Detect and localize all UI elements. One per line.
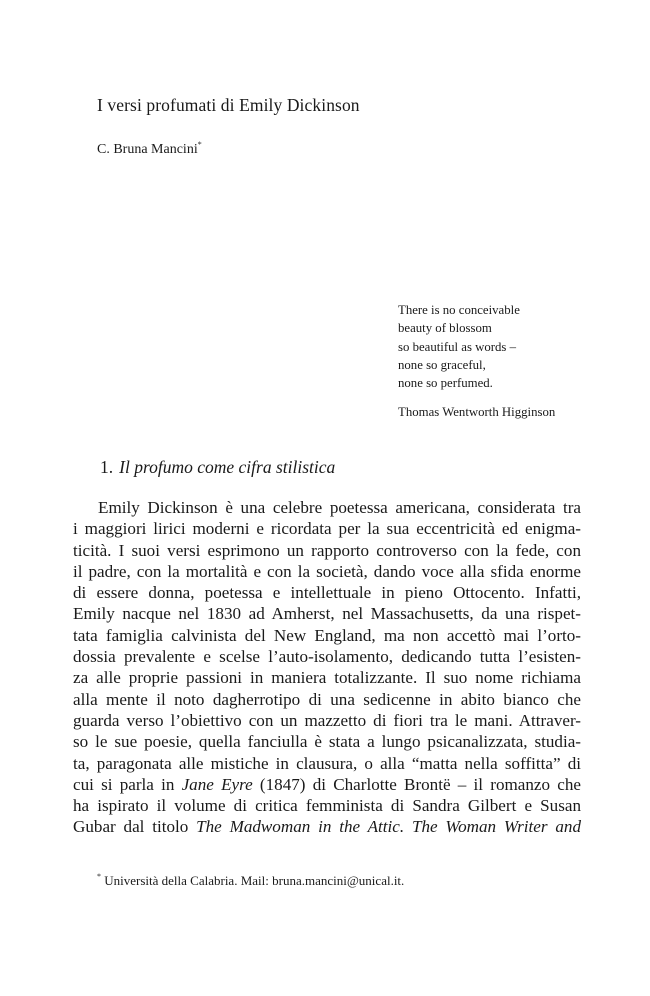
epigraph — [398, 301, 555, 422]
body-text-run: cui si parla in — [73, 774, 182, 794]
body-text-run: (1847) di Charlotte Brontë – il romanzo che — [252, 774, 581, 794]
body-line: so le sue poesie, quella fanciulla è stata a lungo psicanalizzata, studia- — [73, 732, 581, 752]
epigraph-line: none so graceful, — [398, 357, 486, 372]
body-line: Emily nacque nel 1830 ad Amherst, nel Massachusetts, da una rispet- — [73, 604, 581, 624]
section-number: 1. — [100, 457, 114, 477]
body-line: ticità. I suoi versi esprimono un rapporto controverso con la fede, con — [73, 540, 581, 560]
epigraph-line: There is no conceivable — [398, 303, 520, 317]
body-line: guarda verso l’obiettivo con un mazzetto di fiori tra le mani. Attraver- — [73, 710, 581, 730]
body-line: Emily Dickinson è una celebre poetessa americana, considerata tra — [98, 498, 581, 517]
section-title: Il profumo come cifra stilistica — [119, 457, 336, 477]
body-line: dossia prevalente e scelse l’auto-isolamento, dedicando tutta l’esisten- — [73, 647, 581, 667]
body-line: alla mente il noto dagherrotipo di una sedicenne in abito bianco che — [73, 689, 581, 709]
footnote-mark: * — [97, 872, 101, 881]
article-author — [97, 140, 202, 158]
footnote — [97, 872, 404, 889]
body-line: ha ispirato il volume di critica femminista di Sandra Gilbert e Susan — [73, 796, 581, 816]
author-name: C. Bruna Mancini — [97, 142, 198, 157]
epigraph-line: so beautiful as words – — [398, 339, 516, 354]
book-title-madwoman: The Madwoman in the Attic. The Woman Writer and — [196, 817, 581, 837]
article-title: I versi profumati di Emily Dickinson — [97, 95, 360, 115]
body-line — [73, 774, 581, 795]
body-line: za alle proprie passioni in maniera totalizzante. Il suo nome richiama — [73, 668, 581, 688]
book-title-jane-eyre: Jane Eyre — [181, 774, 253, 794]
epigraph-line: none so perfumed. — [398, 376, 493, 391]
epigraph-line: beauty of blossom — [398, 321, 492, 336]
footnote-text: Università della Calabria. Mail: bruna.mancini@unical.it. — [104, 873, 405, 888]
body-line: i maggiori lirici moderni e ricordata per la sua eccentricità ed enigma- — [73, 519, 581, 539]
body-line: tata famiglia calvinista del New England, ma non accettò mai l’orto- — [73, 625, 581, 645]
body-line: di essere donna, poetessa e intellettuale in pieno Ottocento. Infatti, — [73, 583, 581, 603]
section-heading — [100, 457, 335, 478]
body-line: il padre, con la mortalità e con la società, dando voce alla sfida enorme — [73, 561, 581, 581]
body-line: ta, paragonata alle mistiche in clausura, o alla “matta nella soffitta” di — [73, 753, 581, 773]
body-text-run: Gubar dal titolo — [73, 817, 197, 837]
author-footnote-mark: * — [197, 140, 202, 149]
epigraph-attribution: Thomas Wentworth Higginson — [398, 405, 556, 420]
body-text — [73, 497, 581, 838]
body-line — [73, 816, 581, 837]
